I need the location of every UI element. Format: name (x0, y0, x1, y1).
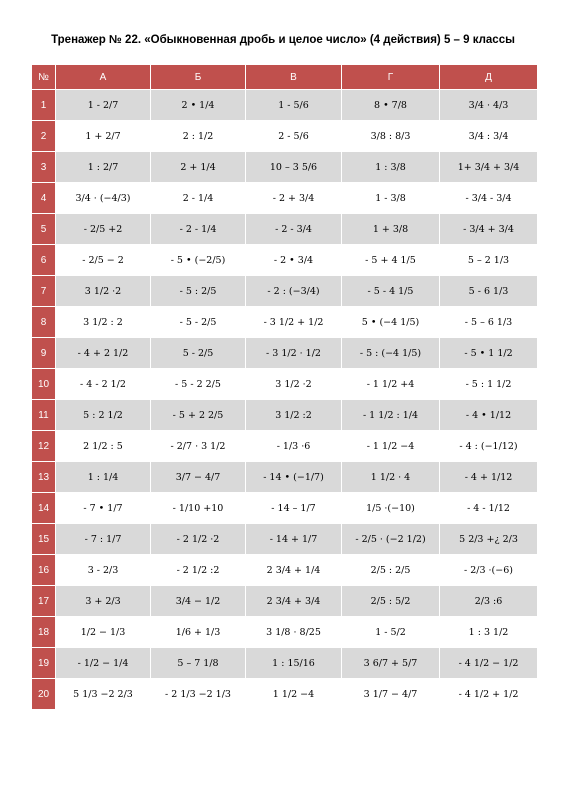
expression-cell: - 4 : (−1/12) (440, 431, 538, 462)
expression-cell: 1 - 5/6 (246, 90, 342, 121)
expression-cell: 2 1/2 : 5 (56, 431, 151, 462)
row-number: 1 (32, 90, 56, 121)
expression-cell: - 2 : (−3/4) (246, 276, 342, 307)
expression-cell: 10 – 3 5/6 (246, 152, 342, 183)
expression-cell: 1 : 2/7 (56, 152, 151, 183)
expression-cell: - 3/4 - 3/4 (440, 183, 538, 214)
header-row (32, 65, 538, 90)
expression-cell: 1/5 ·(−10) (342, 493, 440, 524)
expression-cell: - 4 + 2 1/2 (56, 338, 151, 369)
expression-cell: 3 1/2 ·2 (56, 276, 151, 307)
expression-cell: 2/5 : 2/5 (342, 555, 440, 586)
expression-cell: 2 + 1/4 (151, 152, 246, 183)
expression-cell: - 5 - 2/5 (151, 307, 246, 338)
expression-cell: - 2/5 +2 (56, 214, 151, 245)
expression-cell: - 14 – 1/7 (246, 493, 342, 524)
header-column-d: Д (440, 65, 538, 90)
expression-cell: - 3/4 + 3/4 (440, 214, 538, 245)
expression-cell: - 5 : 2/5 (151, 276, 246, 307)
table-row (32, 555, 538, 586)
expression-cell: 5 - 2/5 (151, 338, 246, 369)
expression-cell: 3/4 · (−4/3) (56, 183, 151, 214)
expression-cell: - 2 • 3/4 (246, 245, 342, 276)
table-row (32, 648, 538, 679)
row-number: 19 (32, 648, 56, 679)
expression-cell: 5 1/3 −2 2/3 (56, 679, 151, 710)
expression-cell: - 2/3 ·(−6) (440, 555, 538, 586)
expression-cell: - 2 + 3/4 (246, 183, 342, 214)
row-number: 14 (32, 493, 56, 524)
expression-cell: - 5 : 1 1/2 (440, 369, 538, 400)
header-column-v: В (246, 65, 342, 90)
expression-cell: 2 - 1/4 (151, 183, 246, 214)
header-column-g: Г (342, 65, 440, 90)
table-row (32, 431, 538, 462)
expression-cell: 2/5 : 5/2 (342, 586, 440, 617)
row-number: 16 (32, 555, 56, 586)
exercise-table (31, 64, 538, 710)
table-row (32, 152, 538, 183)
expression-cell: - 2/7 · 3 1/2 (151, 431, 246, 462)
expression-cell: - 1/10 +10 (151, 493, 246, 524)
expression-cell: - 7 • 1/7 (56, 493, 151, 524)
expression-cell: 1/6 + 1/3 (151, 617, 246, 648)
expression-cell: 1 - 5/2 (342, 617, 440, 648)
row-number: 8 (32, 307, 56, 338)
expression-cell: 5 – 2 1/3 (440, 245, 538, 276)
expression-cell: 1 + 2/7 (56, 121, 151, 152)
table-row (32, 183, 538, 214)
expression-cell: 2/3 :6 (440, 586, 538, 617)
row-number: 12 (32, 431, 56, 462)
table-row (32, 276, 538, 307)
expression-cell: - 2/5 − 2 (56, 245, 151, 276)
expression-cell: - 1 1/2 +4 (342, 369, 440, 400)
expression-cell: - 4 • 1/12 (440, 400, 538, 431)
expression-cell: - 5 • 1 1/2 (440, 338, 538, 369)
row-number: 17 (32, 586, 56, 617)
expression-cell: 1/2 − 1/3 (56, 617, 151, 648)
row-number: 5 (32, 214, 56, 245)
table-row (32, 493, 538, 524)
expression-cell: - 5 : (−4 1/5) (342, 338, 440, 369)
expression-cell: 5 • (−4 1/5) (342, 307, 440, 338)
expression-cell: - 2 1/2 ·2 (151, 524, 246, 555)
expression-cell: 1 1/2 −4 (246, 679, 342, 710)
table-row (32, 462, 538, 493)
expression-cell: - 5 • (−2/5) (151, 245, 246, 276)
expression-cell: 3 1/2 : 2 (56, 307, 151, 338)
expression-cell: 3/4 : 3/4 (440, 121, 538, 152)
expression-cell: 1 : 3 1/2 (440, 617, 538, 648)
expression-cell: - 4 1/2 − 1/2 (440, 648, 538, 679)
expression-cell: - 3 1/2 · 1/2 (246, 338, 342, 369)
row-number: 7 (32, 276, 56, 307)
row-number: 2 (32, 121, 56, 152)
expression-cell: - 5 - 4 1/5 (342, 276, 440, 307)
expression-cell: 3 1/2 ·2 (246, 369, 342, 400)
row-number: 4 (32, 183, 56, 214)
expression-cell: 5 2/3 +¿ 2/3 (440, 524, 538, 555)
expression-cell: - 4 - 2 1/2 (56, 369, 151, 400)
expression-cell: - 5 + 4 1/5 (342, 245, 440, 276)
row-number: 9 (32, 338, 56, 369)
expression-cell: - 14 • (−1/7) (246, 462, 342, 493)
expression-cell: - 5 – 6 1/3 (440, 307, 538, 338)
row-number: 10 (32, 369, 56, 400)
table-row (32, 586, 538, 617)
expression-cell: - 4 + 1/12 (440, 462, 538, 493)
table-row (32, 524, 538, 555)
expression-cell: 1 : 3/8 (342, 152, 440, 183)
row-number: 3 (32, 152, 56, 183)
expression-cell: 2 3/4 + 1/4 (246, 555, 342, 586)
table-row (32, 369, 538, 400)
table-row (32, 307, 538, 338)
expression-cell: - 4 - 1/12 (440, 493, 538, 524)
expression-cell: - 3 1/2 + 1/2 (246, 307, 342, 338)
expression-cell: 5 – 7 1/8 (151, 648, 246, 679)
table-row (32, 679, 538, 710)
expression-cell: 2 - 5/6 (246, 121, 342, 152)
table-row (32, 90, 538, 121)
expression-cell: 3/8 : 8/3 (342, 121, 440, 152)
expression-cell: - 2/5 · (−2 1/2) (342, 524, 440, 555)
row-number: 13 (32, 462, 56, 493)
expression-cell: 5 : 2 1/2 (56, 400, 151, 431)
table-row (32, 214, 538, 245)
expression-cell: 2 : 1/2 (151, 121, 246, 152)
expression-cell: 1 - 2/7 (56, 90, 151, 121)
table-row (32, 617, 538, 648)
row-number: 11 (32, 400, 56, 431)
expression-cell: 3 1/8 · 8/25 (246, 617, 342, 648)
expression-cell: - 2 1/3 −2 1/3 (151, 679, 246, 710)
expression-cell: - 2 - 3/4 (246, 214, 342, 245)
expression-cell: 1 + 3/8 (342, 214, 440, 245)
row-number: 6 (32, 245, 56, 276)
row-number: 18 (32, 617, 56, 648)
expression-cell: 8 • 7/8 (342, 90, 440, 121)
expression-cell: 1 : 15/16 (246, 648, 342, 679)
expression-cell: 1 : 1/4 (56, 462, 151, 493)
expression-cell: - 2 - 1/4 (151, 214, 246, 245)
row-number: 20 (32, 679, 56, 710)
expression-cell: - 1/3 ·6 (246, 431, 342, 462)
table-row (32, 245, 538, 276)
expression-cell: 1 1/2 · 4 (342, 462, 440, 493)
expression-cell: 3/4 − 1/2 (151, 586, 246, 617)
expression-cell: 1+ 3/4 + 3/4 (440, 152, 538, 183)
expression-cell: - 1/2 − 1/4 (56, 648, 151, 679)
expression-cell: - 4 1/2 + 1/2 (440, 679, 538, 710)
header-column-b: Б (151, 65, 246, 90)
expression-cell: 3 + 2/3 (56, 586, 151, 617)
expression-cell: - 5 - 2 2/5 (151, 369, 246, 400)
expression-cell: - 5 + 2 2/5 (151, 400, 246, 431)
expression-cell: 3 1/2 :2 (246, 400, 342, 431)
expression-cell: - 7 : 1/7 (56, 524, 151, 555)
expression-cell: 3 1/7 − 4/7 (342, 679, 440, 710)
expression-cell: 3 - 2/3 (56, 555, 151, 586)
row-number: 15 (32, 524, 56, 555)
expression-cell: 3/7 − 4/7 (151, 462, 246, 493)
table-row (32, 121, 538, 152)
expression-cell: - 1 1/2 −4 (342, 431, 440, 462)
expression-cell: - 14 + 1/7 (246, 524, 342, 555)
page-title: Тренажер № 22. «Обыкновенная дробь и целое число» (4 действия) 5 – 9 классы (51, 34, 515, 46)
table-row (32, 338, 538, 369)
expression-cell: 5 - 6 1/3 (440, 276, 538, 307)
table-body (32, 90, 538, 710)
header-number: № (32, 65, 56, 90)
expression-cell: 3/4 · 4/3 (440, 90, 538, 121)
table-row (32, 400, 538, 431)
expression-cell: 2 3/4 + 3/4 (246, 586, 342, 617)
expression-cell: 3 6/7 + 5/7 (342, 648, 440, 679)
expression-cell: - 1 1/2 : 1/4 (342, 400, 440, 431)
expression-cell: 2 • 1/4 (151, 90, 246, 121)
header-column-a: А (56, 65, 151, 90)
expression-cell: - 2 1/2 :2 (151, 555, 246, 586)
expression-cell: 1 - 3/8 (342, 183, 440, 214)
